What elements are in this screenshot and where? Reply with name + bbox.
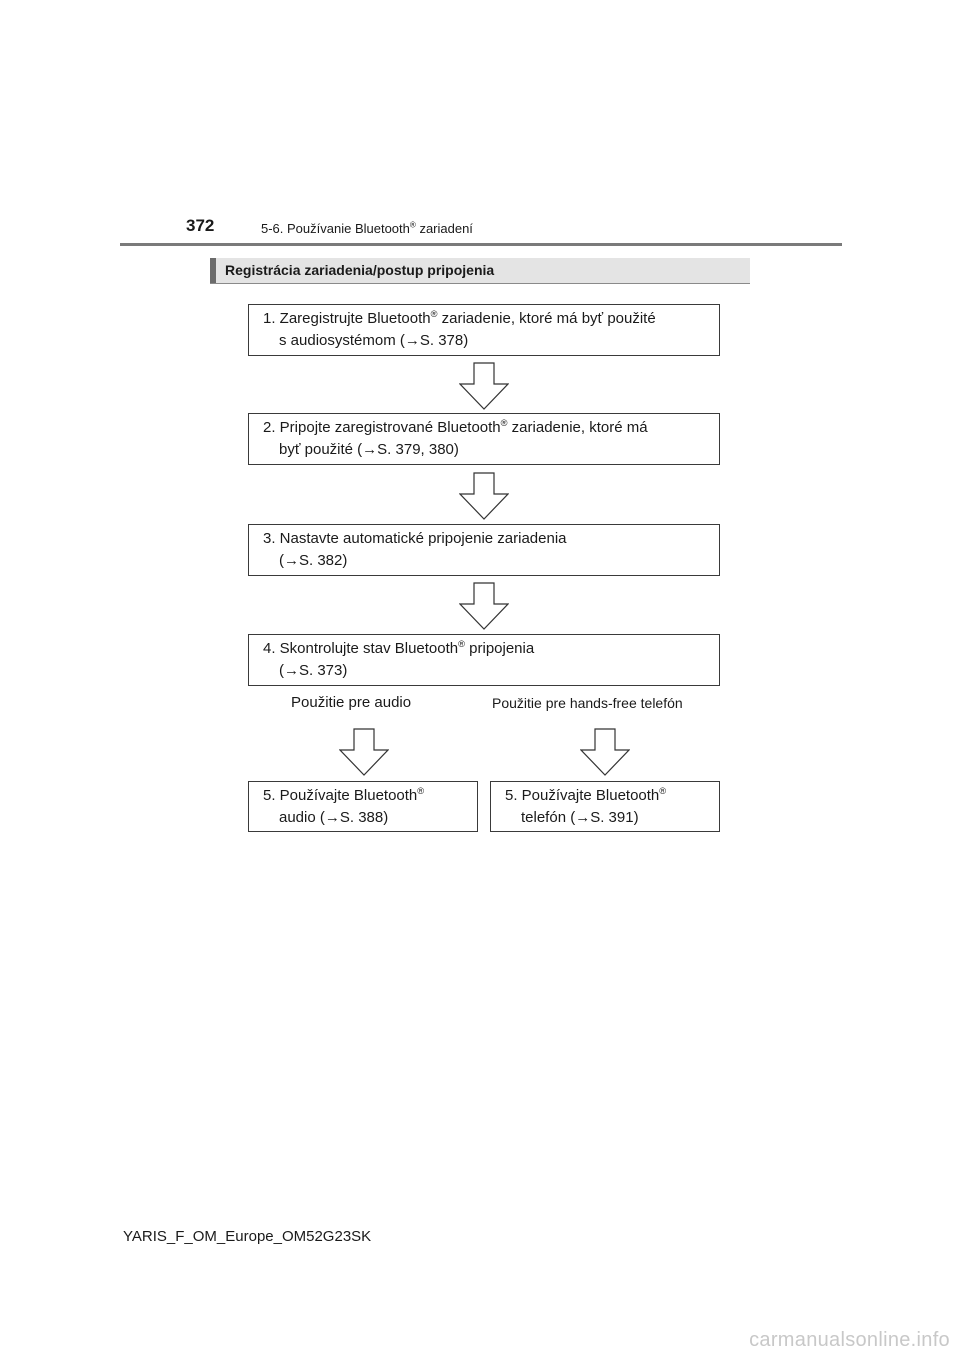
step-2-text-a: 2. Pripojte zaregistrované Bluetooth	[263, 419, 501, 436]
down-arrow-icon	[459, 582, 509, 630]
step-3-ref-b: S. 382)	[299, 552, 348, 569]
arrow-right-icon: →	[284, 552, 299, 569]
step-box-3	[248, 524, 720, 576]
section-title: Registrácia zariadenia/postup pripojenia	[225, 262, 495, 278]
step-4-text-a: 4. Skontrolujte stav Bluetooth	[263, 640, 459, 657]
down-arrow-icon	[459, 472, 509, 520]
branch-label-audio: Použitie pre audio	[291, 694, 412, 711]
step-5a-text: 5. Používajte Bluetooth	[263, 787, 418, 804]
step-2-ref-b: S. 379, 380)	[377, 441, 459, 458]
step-1-text-a: 1. Zaregistrujte Bluetooth	[263, 310, 431, 327]
section-heading-bar	[210, 258, 750, 284]
down-arrow-icon	[339, 728, 389, 776]
registered-mark: ®	[409, 220, 416, 230]
down-arrow-icon	[580, 728, 630, 776]
step-1-ref-a: s audiosystémom (	[279, 332, 405, 349]
step-box-5-phone	[490, 781, 720, 832]
header-rule	[120, 243, 842, 246]
step-box-1	[248, 304, 720, 356]
step-1-text-b: zariadenie, ktoré má byť použité	[437, 310, 656, 327]
arrow-right-icon: →	[324, 809, 340, 826]
step-2-text-b: zariadenie, ktoré má	[507, 419, 648, 436]
step-5a-ref-b: S. 388)	[339, 809, 389, 826]
step-5b-ref-a: telefón (	[521, 809, 576, 826]
registered-mark: ®	[659, 786, 667, 796]
step-3-ref-a: (	[279, 552, 284, 569]
section-accent	[210, 258, 216, 283]
document-footer: YARIS_F_OM_Europe_OM52G23SK	[123, 1228, 372, 1245]
step-4-text-b: pripojenia	[464, 640, 535, 657]
registered-mark: ®	[417, 786, 425, 796]
chapter-title-suffix: zariadení	[415, 221, 473, 236]
down-arrow-icon	[459, 362, 509, 410]
chapter-title	[261, 221, 473, 236]
chapter-title-prefix: 5-6. Používanie Bluetooth	[261, 221, 410, 236]
step-box-4	[248, 634, 720, 686]
arrow-right-icon: →	[284, 662, 299, 679]
step-3-text-a: 3. Nastavte automatické pripojenie zariadenia	[263, 530, 567, 547]
step-5b-text: 5. Používajte Bluetooth	[505, 787, 660, 804]
step-box-5-audio	[248, 781, 478, 832]
arrow-right-icon: →	[575, 809, 591, 826]
step-5b-ref-b: S. 391)	[590, 809, 639, 826]
step-4-ref-a: (	[279, 662, 284, 679]
watermark: carmanualsonline.info	[749, 1329, 950, 1351]
registered-mark: ®	[500, 418, 508, 428]
step-2-ref-a: byť použité (	[279, 441, 363, 458]
page-number: 372	[186, 216, 215, 235]
step-1-ref-b: S. 378)	[419, 332, 469, 349]
arrow-right-icon: →	[404, 332, 420, 349]
registered-mark: ®	[458, 639, 465, 649]
step-4-ref-b: S. 373)	[299, 662, 348, 679]
registered-mark: ®	[430, 309, 438, 319]
step-5a-ref-a: audio (	[279, 809, 325, 826]
step-box-2	[248, 413, 720, 465]
branch-label-handsfree: Použitie pre hands-free telefón	[492, 695, 683, 711]
arrow-right-icon: →	[362, 441, 378, 458]
